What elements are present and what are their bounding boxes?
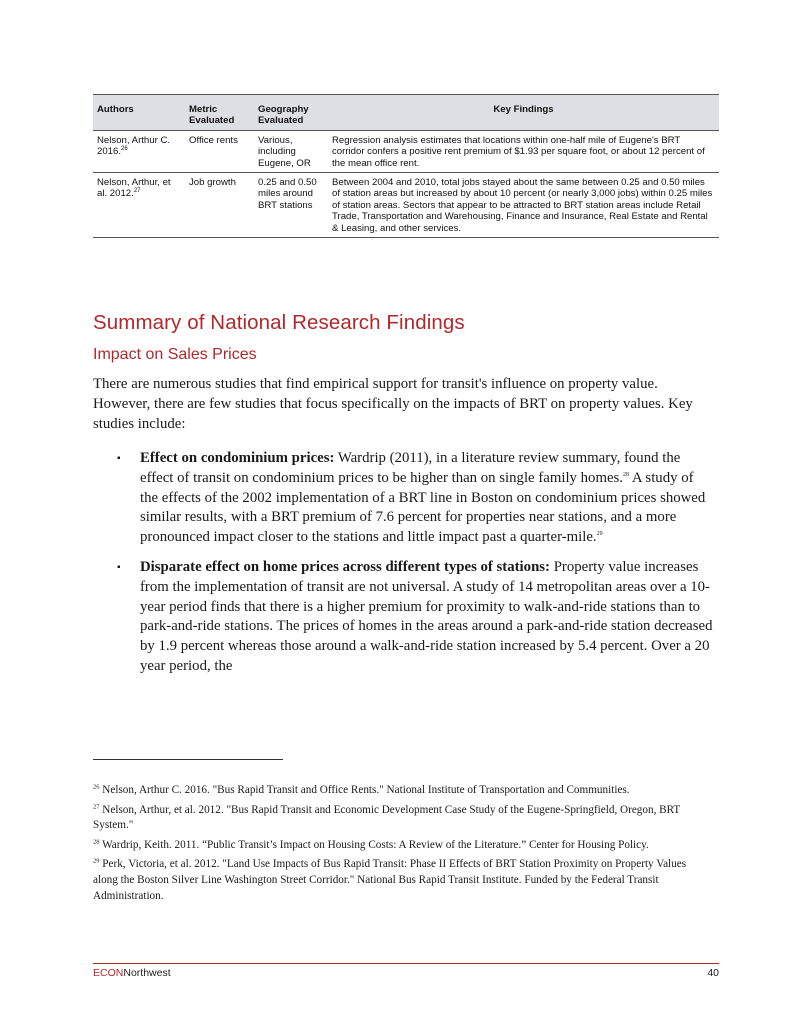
footer-divider: [93, 963, 719, 964]
list-item: ▪ Disparate effect on home prices across different types of stations: Property value increases from the implementation of transit are not universal. A study of 14 metropolitan areas over a 10-year period finds that there is a higher premium for proximity to walk-and-ride stations than to park-and-ride stations. The prices of homes in the areas around a park-and-ride station decreased by 1.9 percent whereas those around a walk-and-ride station increased by 5.4 percent. Over a 20 year period, the: [117, 558, 713, 674]
footnotes: [93, 783, 713, 908]
footnote-ref: 26: [121, 146, 128, 153]
section-title: Summary of National Research Findings: [93, 311, 465, 334]
table-row: [93, 130, 719, 172]
column-header-findings: Key Findings: [328, 95, 719, 131]
page-number: 40: [707, 967, 719, 979]
list-item: ▪ Effect on condominium prices: Wardrip (2011), in a literature review summary, found the effect of transit on condominium prices to be higher than on single family homes.$^{28}$ A study of the effects of the 2002 implementation of a BRT line in Boston on condominium prices showed similar results, with a BRT premium of 7.6 percent for properties near stations, and a more pronounced impact closer to the stations and little impact past a quarter-mile.$^{29}$: [117, 450, 706, 546]
bullet-square-icon: ▪: [117, 561, 121, 573]
footer-brand: ECONNorthwest: [93, 967, 171, 979]
footnote: $^{29}$ Perk, Victoria, et al. 2012. "Land Use Impacts of Bus Rapid Transit: Phase II Effects of BRT Station Proximity on Property Values along the Boston Silver Line Washington Street Corridor." National Bus Rapid Transit Institute. Funded by the Federal Transit Administration.: [93, 857, 687, 902]
column-header-geography: Geography Evaluated: [254, 95, 328, 131]
footnote: $^{28}$ Wardrip, Keith. 2011. “Public Transit’s Impact on Housing Costs: A Review of the Literature.” Center for Housing Policy.: [93, 838, 649, 851]
bullet-lead: Disparate effect on home prices across different types of stations:: [140, 558, 550, 575]
cell-findings: Between 2004 and 2010, total jobs stayed about the same between 0.25 and 0.50 miles of station areas but increased by about 10 percent (or nearly 3,000 jobs) within 0.25 miles of station areas. Sectors that appear to be attracted to BRT station areas include Retail Trade, Transportation and Warehousing, Finance and Insurance, Real Estate and Rental & Leasing, and other services.: [328, 173, 719, 238]
findings-table: [93, 94, 719, 238]
table-row: [93, 173, 719, 238]
footnote: $^{27}$ Nelson, Arthur, et al. 2012. "Bus Rapid Transit and Economic Development Case Study of the Eugene-Springfield, Oregon, BRT System.": [93, 802, 681, 832]
cell-metric: Job growth: [185, 173, 254, 238]
bullet-square-icon: ▪: [117, 453, 121, 464]
intro-paragraph: There are numerous studies that find empirical support for transit's influence on property value. However, there are few studies that focus specifically on the impacts of BRT on property values. Key studies include:: [93, 376, 693, 432]
cell-metric: Office rents: [185, 130, 254, 172]
key-studies-list: [93, 449, 713, 687]
footnote-ref: 27: [133, 188, 141, 195]
bullet-lead: Effect on condominium prices:: [140, 450, 335, 466]
table-header-row: [93, 95, 719, 131]
footnote-ref: 28: [622, 471, 629, 478]
footnote-ref: 29: [596, 531, 603, 538]
cell-findings: Regression analysis estimates that locations within one-half mile of Eugene's BRT corridor confers a positive rent premium of $1.93 per square foot, or about 12 percent of the mean office rent.: [328, 130, 719, 172]
cell-geography: Various, including Eugene, OR: [254, 130, 328, 172]
footnote-divider: [93, 759, 283, 760]
footnote: $^{26}$ Nelson, Arthur C. 2016. "Bus Rapid Transit and Office Rents." National Institute of Transportation and Communities.: [93, 783, 630, 796]
column-header-metric: Metric Evaluated: [185, 95, 254, 131]
cell-authors: Nelson, Arthur, et al. 2012.27: [93, 173, 185, 238]
cell-geography: 0.25 and 0.50 miles around BRT stations: [254, 173, 328, 238]
column-header-authors: Authors: [93, 95, 185, 131]
cell-authors: Nelson, Arthur C. 2016.26: [93, 130, 185, 172]
subsection-title: Impact on Sales Prices: [93, 346, 257, 363]
